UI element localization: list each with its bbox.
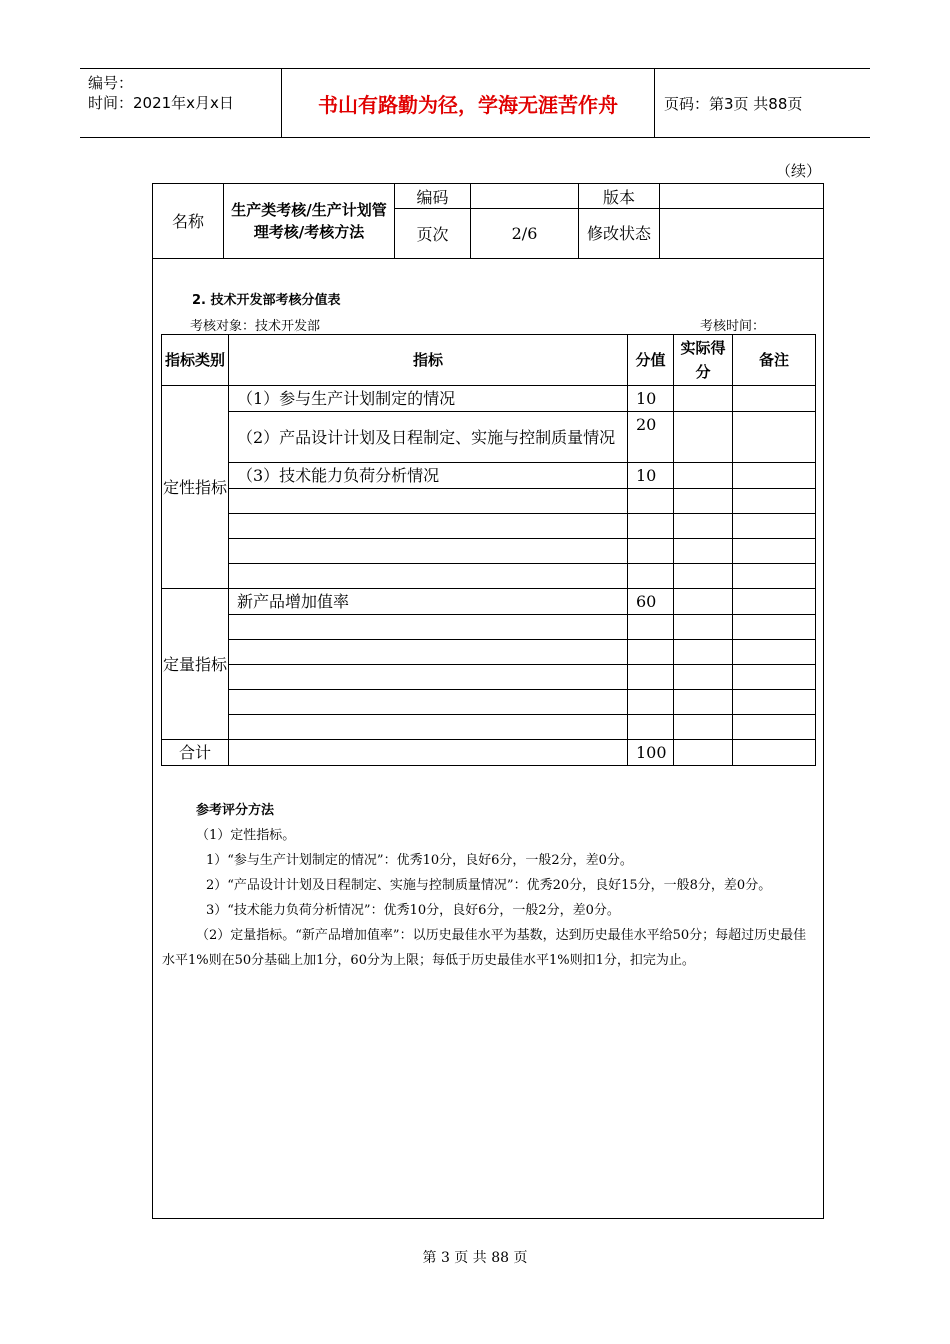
actual-cell: [674, 489, 733, 514]
remark-cell: [733, 640, 816, 665]
reference-p1: （1）定性指标。: [196, 828, 296, 843]
score-table: [161, 334, 816, 766]
continued-label: （续）: [776, 162, 822, 180]
score-cell: [628, 615, 674, 640]
actual-cell: [674, 412, 733, 463]
actual-cell: [674, 715, 733, 740]
score-cell: [628, 715, 674, 740]
indicator-cell: （3）技术能力负荷分析情况: [229, 463, 628, 489]
code-label: 编号：: [88, 74, 134, 92]
actual-cell: [674, 740, 733, 766]
remark-cell: [733, 715, 816, 740]
total-indicator-cell: [229, 740, 628, 766]
section-title: 2. 技术开发部考核分值表: [192, 293, 341, 308]
indicator-cell: [229, 564, 628, 589]
indicator-cell: （1）参与生产计划制定的情况: [229, 386, 628, 412]
meta-table: [152, 183, 824, 259]
actual-cell: [674, 615, 733, 640]
document-header: [80, 68, 870, 138]
header-actual: 实际得分: [674, 335, 733, 386]
indicator-cell: （2）产品设计计划及日程制定、实施与控制质量情况: [229, 412, 628, 463]
time-label: 时间：2021年x月x日: [88, 94, 234, 112]
header-indicator: 指标: [229, 335, 628, 386]
version-value: [660, 184, 824, 209]
indicator-cell: [229, 539, 628, 564]
actual-cell: [674, 589, 733, 615]
actual-cell: [674, 539, 733, 564]
score-cell: [628, 690, 674, 715]
remark-cell: [733, 589, 816, 615]
header-score: 分值: [628, 335, 674, 386]
score-cell: 10: [628, 463, 674, 489]
reference-title: 参考评分方法: [196, 803, 275, 818]
version-label: 版本: [579, 184, 660, 209]
reference-p1-3: 3）“技术能力负荷分析情况”：优秀10分，良好6分，一般2分，差0分。: [206, 903, 620, 918]
reference-p2: （2）定量指标。“新产品增加值率”：以历史最佳水平为基数，达到历史最佳水平给50分；每超过历史最佳水平1%则在50分基础上加1分，60分为上限；每低于历史最佳水平1%则扣1分，扣完为止。: [162, 928, 807, 968]
score-cell: 20: [628, 412, 674, 463]
score-cell: [628, 489, 674, 514]
assessment-time: 考核时间：: [700, 319, 766, 334]
reference-p1-1: 1）“参与生产计划制定的情况”：优秀10分，良好6分，一般2分，差0分。: [206, 853, 633, 868]
remark-cell: [733, 489, 816, 514]
actual-cell: [674, 463, 733, 489]
reference-section: [162, 798, 817, 973]
category-quantitative: 定量指标: [162, 589, 229, 740]
score-cell: [628, 539, 674, 564]
score-cell: [628, 640, 674, 665]
page-value: 2/6: [471, 209, 579, 259]
score-cell: [628, 665, 674, 690]
indicator-cell: [229, 489, 628, 514]
indicator-cell: [229, 665, 628, 690]
header-category: 指标类别: [162, 335, 229, 386]
remark-cell: [733, 665, 816, 690]
assessment-object: 考核对象：技术开发部: [190, 319, 321, 334]
page-footer: 第 3 页 共 88 页: [422, 1250, 528, 1266]
actual-cell: [674, 640, 733, 665]
total-label: 合计: [162, 740, 229, 766]
actual-cell: [674, 386, 733, 412]
name-label: 名称: [153, 184, 224, 259]
name-value: 生产类考核/生产计划管理考核/考核方法: [224, 184, 395, 259]
header-remark: 备注: [733, 335, 816, 386]
page-info: 页码：第3页 共88页: [664, 94, 803, 113]
code-value: [471, 184, 579, 209]
category-qualitative: 定性指标: [162, 386, 229, 589]
indicator-cell: [229, 640, 628, 665]
remark-cell: [733, 740, 816, 766]
motto: 书山有路勤为径，学海无涯苦作舟: [281, 69, 655, 137]
indicator-cell: [229, 514, 628, 539]
status-value: [660, 209, 824, 259]
remark-cell: [733, 539, 816, 564]
remark-cell: [733, 463, 816, 489]
score-cell: [628, 514, 674, 539]
actual-cell: [674, 564, 733, 589]
remark-cell: [733, 690, 816, 715]
status-label: 修改状态: [579, 209, 660, 259]
actual-cell: [674, 514, 733, 539]
page-label: 页次: [395, 209, 471, 259]
actual-cell: [674, 665, 733, 690]
remark-cell: [733, 386, 816, 412]
indicator-cell: [229, 615, 628, 640]
remark-cell: [733, 412, 816, 463]
remark-cell: [733, 564, 816, 589]
indicator-cell: [229, 690, 628, 715]
score-cell: [628, 564, 674, 589]
header-left: [80, 69, 280, 137]
remark-cell: [733, 514, 816, 539]
score-cell: 60: [628, 589, 674, 615]
indicator-cell: [229, 715, 628, 740]
code-label: 编码: [395, 184, 471, 209]
score-cell: 10: [628, 386, 674, 412]
actual-cell: [674, 690, 733, 715]
indicator-cell: 新产品增加值率: [229, 589, 628, 615]
reference-p1-2: 2）“产品设计计划及日程制定、实施与控制质量情况”：优秀20分，良好15分，一般8分，差0分。: [206, 878, 772, 893]
total-value: 100: [628, 740, 674, 766]
remark-cell: [733, 615, 816, 640]
